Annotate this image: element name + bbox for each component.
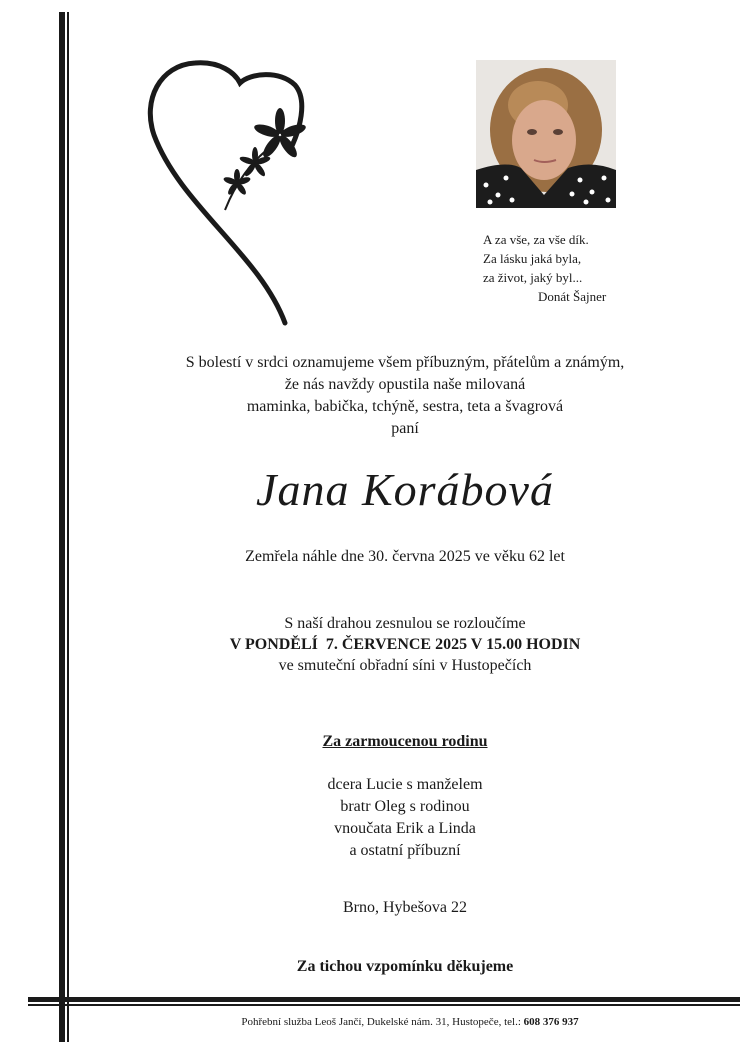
poem-author: Donát Šajner	[538, 289, 607, 304]
poem-line: A za vše, za vše dík.	[483, 232, 589, 247]
announcement-line: S bolestí v srdci oznamujeme všem příbuzným, přátelům a známým,	[185, 354, 625, 371]
funeral-date: V PONDĚLÍ 7. ČERVENCE 2025 V 15.00 HODIN	[229, 636, 581, 653]
funeral-info	[70, 613, 740, 676]
announcement-line: maminka, babička, tchýně, sestra, teta a švagrová	[246, 398, 564, 415]
family-member: bratr Oleg s rodinou	[340, 798, 470, 815]
family-list	[70, 774, 740, 862]
deceased-name: Jana Korábová	[256, 464, 554, 515]
funeral-place: ve smuteční obřadní síni v Hustopečích	[278, 657, 532, 674]
family-member: a ostatní příbuzní	[349, 842, 461, 859]
thanks-text: Za tichou vzpomínku děkujeme	[296, 958, 514, 975]
family-address: Brno, Hybešova 22	[343, 899, 467, 916]
poem-line: Za lásku jaká byla,	[483, 251, 582, 266]
footer-phone: 608 376 937	[523, 1016, 579, 1028]
heart-flower-icon	[140, 55, 320, 330]
family-member: vnoučata Erik a Linda	[334, 820, 476, 837]
announcement-text	[70, 352, 740, 440]
footer	[70, 1016, 750, 1028]
announcement-line: paní	[391, 420, 419, 437]
frame-left-thick-line	[59, 12, 65, 1042]
funeral-line: S naší drahou zesnulou se rozloučíme	[284, 615, 526, 632]
footer-text: Pohřební služba Leoš Jančí, Dukelské nám. 31, Hustopeče, tel.:	[241, 1016, 524, 1028]
poem	[483, 230, 633, 306]
death-info: Zemřela náhle dne 30. června 2025 ve věku 62 let	[245, 548, 565, 565]
family-title: Za zarmoucenou rodinu	[322, 733, 488, 750]
frame-left-thin-line	[67, 12, 69, 1042]
frame-bottom-thin-line	[28, 1004, 740, 1006]
frame-bottom-thick-line	[28, 997, 740, 1002]
family-member: dcera Lucie s manželem	[327, 776, 483, 793]
announcement-line: že nás navždy opustila naše milovaná	[284, 376, 526, 393]
portrait-photo	[476, 60, 616, 208]
poem-line: za život, jaký byl...	[483, 270, 583, 285]
